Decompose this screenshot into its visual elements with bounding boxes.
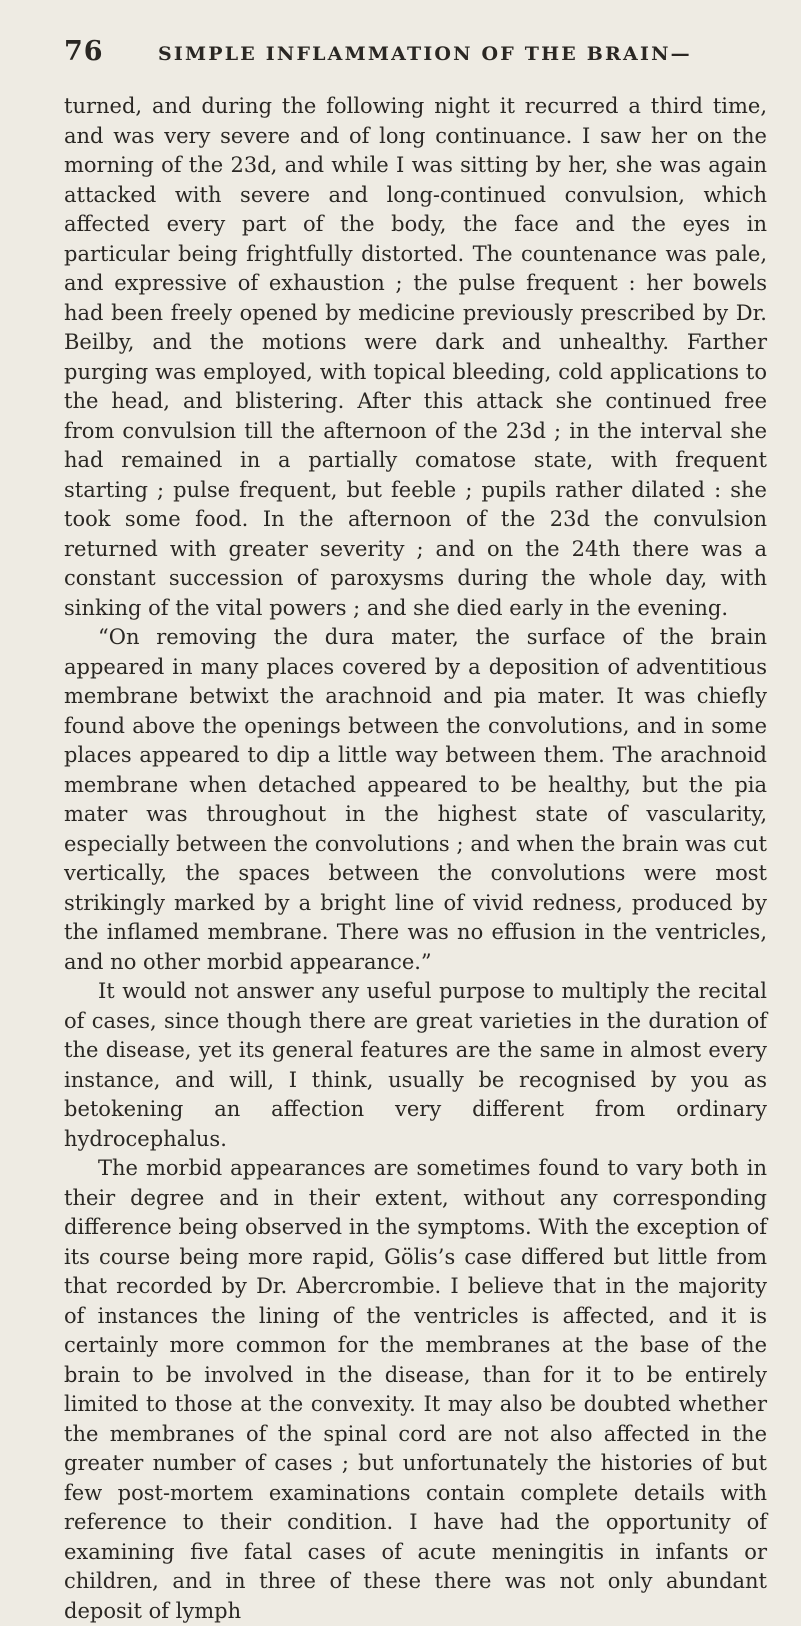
running-head [64,36,767,80]
paragraph: It would not answer any useful purpose to multiply the recital of cases, since though there are great varieties in the duration of the disease, yet its general features are the same in almost every instance, and will, I think, usually be recognised by you as betokening an affection very different from ordinary hydrocephalus. [64,979,767,1151]
page-number: 76 [64,36,104,67]
paragraph-quotation: “On removing the dura mater, the surface of the brain appeared in many places covered by a deposition of adventitious membrane betwixt the arachnoid and pia mater. It was chiefly found above the openings between the convolutions, and in some places appeared to dip a little way between them. The arachnoid membrane when detached appeared to be healthy, but the pia mater was throughout in the highest state of vascularity, especially between the convolutions ; and when the brain was cut vertically, the spaces between the convolutions were most strikingly marked by a bright line of vivid redness, produced by the inflamed membrane. There was no effusion in the ventricles, and no other morbid appearance.” [64,625,767,974]
paragraph-continued: turned, and during the following night it recurred a third time, and was very severe and of long continuance. I saw her on the morning of the 23d, and while I was sitting by her, she was again attacked with severe and long-continued convulsion, which affected every part of the body, the face and the eyes in particular being frightfully distorted. The countenance was pale, and expressive of exhaustion ; the pulse frequent : her bowels had been freely opened by medicine previously prescribed by Dr. Beilby, and the motions were dark and unhealthy. Farther purging was employed, with topical bleeding, cold applications to the head, and blistering. After this attack she continued free from convulsion till the afternoon of the 23d ; in the interval she had remained in a partially comatose state, with frequent starting ; pulse frequent, but feeble ; pupils rather dilated : she took some food. In the afternoon of the 23d the convulsion returned with greater severity ; and on the 24th there was a constant succession of paroxysms during the whole day, with sinking of the vital powers ; and she died early in the evening. [64,94,767,620]
body-text [64,92,767,1626]
running-title: SIMPLE INFLAMMATION OF THE BRAIN— [158,43,692,65]
paragraph: The morbid appearances are sometimes found to vary both in their degree and in their extent, without any corresponding difference being observed in the symptoms. With the exception of its course being more rapid, Gölis’s case differed but little from that recorded by Dr. Abercrombie. I believe that in the majority of instances the lining of the ventricles is affected, and it is certainly more common for the membranes at the base of the brain to be involved in the disease, than for it to be entirely limited to those at the convexity. It may also be doubted whether the membranes of the spinal cord are not also affected in the greater number of cases ; but unfortunately the histories of but few post-mortem examinations contain complete details with reference to their condition. I have had the opportunity of examining five fatal cases of acute meningitis in infants or children, and in three of these there was not only abundant deposit of lymph [64,1156,767,1623]
